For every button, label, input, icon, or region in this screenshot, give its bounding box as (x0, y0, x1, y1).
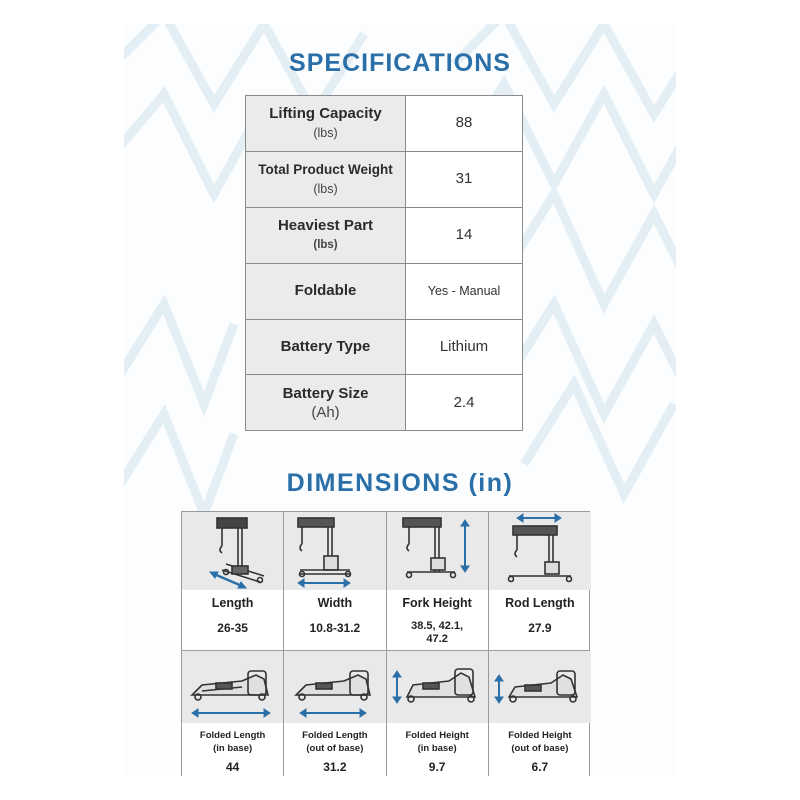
spec-label: Total Product Weight (258, 162, 393, 178)
dimension-value: 27.9 (528, 621, 552, 635)
spec-unit: (Ah) (311, 403, 340, 421)
dimension-cell-folded-height-out-of-base (489, 651, 591, 776)
dimension-image (284, 651, 385, 723)
dimension-image (387, 651, 488, 723)
table-row (246, 319, 523, 375)
spec-label-cell (246, 263, 406, 319)
dimension-value: 6.7 (531, 760, 549, 774)
spec-value: Yes - Manual (427, 284, 501, 299)
folded-height-out-of-base-icon (489, 651, 591, 723)
dimension-value-line: 47.2 (426, 633, 448, 645)
dimension-value: 10.8-31.2 (309, 621, 361, 635)
spec-value-cell (406, 151, 523, 207)
dimension-cell-width (284, 512, 386, 650)
dimension-label-line: (in base) (417, 743, 457, 754)
table-row (246, 151, 523, 207)
dimension-label: Length (211, 596, 254, 610)
dimension-cell-folded-height-in-base (387, 651, 489, 776)
spec-value: 31 (455, 170, 473, 188)
spec-label: Battery Type (280, 338, 371, 355)
specifications-heading: SPECIFICATIONS (289, 49, 511, 77)
spec-label-cell (246, 96, 406, 152)
dimension-value-line: 38.5, 42.1, (411, 620, 464, 632)
dimensions-heading: DIMENSIONS (in) (286, 469, 514, 497)
dimension-label (284, 729, 385, 755)
table-row (246, 207, 523, 263)
spec-value-cell (406, 263, 523, 319)
spec-label-cell (246, 207, 406, 263)
dimension-label (489, 729, 591, 755)
dimension-label-line: Folded Height (508, 730, 572, 741)
dimension-label: Fork Height (402, 596, 472, 610)
spec-label-cell (246, 151, 406, 207)
spec-label-cell (246, 319, 406, 375)
dimension-label-line: Folded Height (405, 730, 469, 741)
dimension-label (387, 729, 488, 755)
lift-fork-height-icon (387, 512, 489, 590)
spec-value: 88 (455, 114, 473, 132)
dimension-image (489, 512, 591, 590)
spec-label: Lifting Capacity (269, 105, 382, 123)
dimension-image (489, 651, 591, 723)
lift-length-icon (182, 512, 284, 590)
folded-length-in-base-icon (182, 651, 284, 723)
dimension-label: Rod Length (505, 596, 575, 610)
dimension-cell-length (182, 512, 284, 650)
dimensions-grid-row-1 (181, 511, 590, 651)
spec-unit: (lbs) (313, 126, 338, 141)
spec-value-cell (406, 319, 523, 375)
dimension-image (182, 651, 283, 723)
dimension-cell-folded-length-out-of-base (284, 651, 386, 776)
dimension-label-line: (out of base) (511, 743, 569, 754)
dimension-cell-fork-height (387, 512, 489, 650)
dimension-label-line: (out of base) (306, 743, 364, 754)
spec-label-cell (246, 375, 406, 431)
spec-unit: (lbs) (313, 239, 338, 252)
lift-rod-length-icon (489, 512, 591, 590)
dimension-image (387, 512, 488, 590)
dimension-cell-folded-length-in-base (182, 651, 284, 776)
spec-value-cell (406, 96, 523, 152)
folded-height-in-base-icon (387, 651, 489, 723)
dimensions-grid-row-2 (181, 650, 590, 776)
dimension-label-line: (in base) (213, 743, 253, 754)
spec-label: Battery Size (282, 384, 369, 402)
spec-value-cell (406, 207, 523, 263)
dimension-label (182, 729, 283, 755)
lift-width-icon (284, 512, 386, 590)
spec-value: 14 (455, 226, 473, 244)
dimension-value: 26-35 (217, 621, 248, 635)
dimension-label-line: Folded Length (302, 730, 368, 741)
spec-label: Foldable (294, 282, 357, 300)
dimension-label-line: Folded Length (199, 730, 266, 741)
spec-value: 2.4 (453, 393, 475, 411)
dimension-value: 31.2 (323, 760, 347, 774)
dimension-cell-rod-length (489, 512, 591, 650)
table-row (246, 375, 523, 431)
folded-length-out-of-base-icon (284, 651, 386, 723)
spec-unit: (lbs) (313, 182, 338, 197)
spec-value: Lithium (439, 338, 489, 355)
dimension-label: Width (317, 596, 353, 610)
table-row (246, 96, 523, 152)
spec-value-cell (406, 375, 523, 431)
specifications-table (245, 95, 523, 431)
dimension-image (284, 512, 385, 590)
dimension-value: 44 (225, 760, 240, 774)
dimension-image (182, 512, 283, 590)
dimension-value: 9.7 (428, 760, 446, 774)
spec-label: Heaviest Part (277, 217, 374, 235)
table-row (246, 263, 523, 319)
dimension-value (387, 620, 488, 646)
